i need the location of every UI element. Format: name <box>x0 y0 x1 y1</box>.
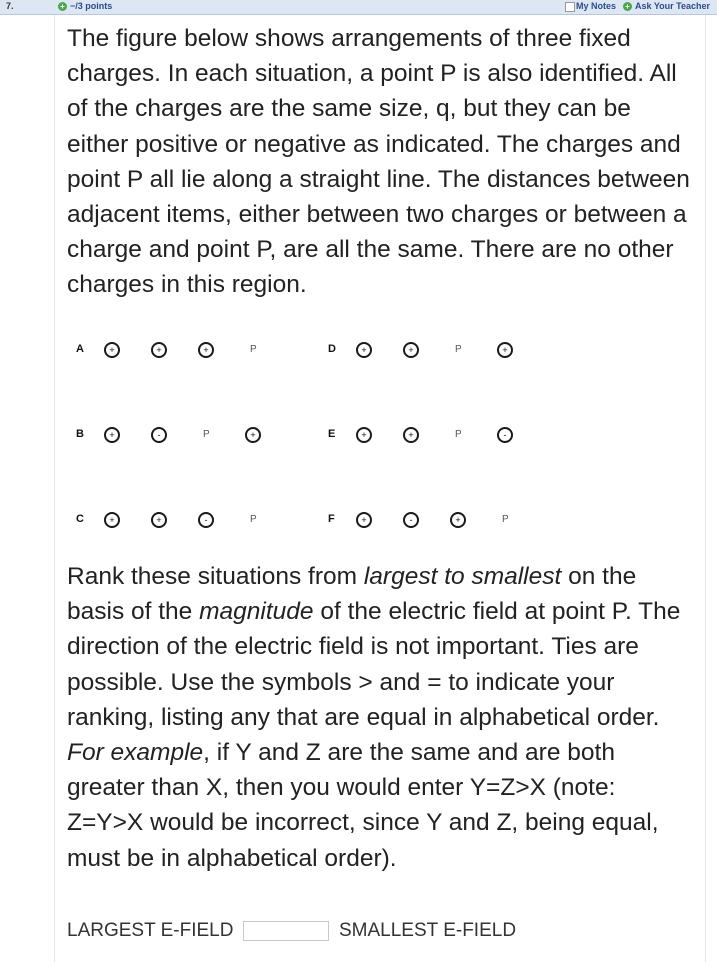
add-icon[interactable]: + <box>58 2 67 11</box>
ranking-answer-input[interactable] <box>243 921 329 941</box>
question-number: 7. <box>6 1 14 11</box>
notes-icon[interactable] <box>565 2 575 12</box>
instr-emphasis-magnitude: magnitude <box>199 598 314 626</box>
positive-charge-e-2: + <box>403 427 419 443</box>
positive-charge-d-4: + <box>497 342 513 358</box>
negative-charge-f-2: - <box>403 512 419 528</box>
point-p-a: P <box>250 344 257 355</box>
situation-label-b: B <box>76 428 84 440</box>
points-label: −/3 points <box>70 1 113 11</box>
negative-charge-b-2: - <box>151 427 167 443</box>
positive-charge-c-2: + <box>151 512 167 528</box>
negative-charge-c-3: - <box>198 512 214 528</box>
positive-charge-f-3: + <box>450 512 466 528</box>
point-p-b: P <box>203 429 210 440</box>
question-intro-text: The figure below shows arrangements of three fixed charges. In each situation, a point P is also identified. All of the charges are the same size, q, but they can be either positive or negative as indicated. The charges and point P all lie along a straight line. The distances between adjacent items, either between two charges or between a charge and point P, are all the same. There are no other charges in this region. <box>67 25 690 299</box>
instr-part-4: , if Y and Z are the same and are both greater than X, then you would enter Y=Z>X (note: Z=Y>X would be incorrect, since Y and Z, being equal, must be in alphabetical order). <box>67 739 659 872</box>
question-header-bar <box>0 0 717 15</box>
negative-charge-e-4: - <box>497 427 513 443</box>
situation-label-a: A <box>76 343 84 355</box>
positive-charge-f-1: + <box>356 512 372 528</box>
smallest-e-field-label: SMALLEST E-FIELD <box>339 920 517 941</box>
point-p-f: P <box>502 514 509 525</box>
positive-charge-b-1: + <box>104 427 120 443</box>
positive-charge-a-3: + <box>198 342 214 358</box>
ask-teacher-link[interactable]: Ask Your Teacher <box>635 1 711 11</box>
positive-charge-a-1: + <box>104 342 120 358</box>
situation-label-c: C <box>76 513 84 525</box>
ranking-instructions-text <box>67 559 697 876</box>
situation-label-f: F <box>328 513 335 525</box>
positive-charge-d-2: + <box>403 342 419 358</box>
ask-teacher-icon[interactable]: + <box>623 2 632 11</box>
situation-label-e: E <box>328 428 336 440</box>
positive-charge-b-4: + <box>245 427 261 443</box>
my-notes-link[interactable]: My Notes <box>576 1 617 11</box>
situation-label-d: D <box>328 343 336 355</box>
point-p-e: P <box>455 429 462 440</box>
instr-emphasis-example: For example <box>67 739 204 767</box>
positive-charge-c-1: + <box>104 512 120 528</box>
point-p-c: P <box>250 514 257 525</box>
instr-part-2: on the basis of the <box>67 563 637 626</box>
positive-charge-a-2: + <box>151 342 167 358</box>
instr-part-1: Rank these situations from <box>67 563 364 590</box>
largest-e-field-label: LARGEST E-FIELD <box>67 920 234 941</box>
instr-part-3: of the electric field at point P. The direction of the electric field is not important. Ties are possible. Use the symbols > and = to indicate your ranking, listing any that are equal in alphabetical order. <box>67 598 681 731</box>
point-p-d: P <box>455 344 462 355</box>
positive-charge-d-1: + <box>356 342 372 358</box>
positive-charge-e-1: + <box>356 427 372 443</box>
instr-emphasis-largest: largest to smallest <box>363 563 562 590</box>
